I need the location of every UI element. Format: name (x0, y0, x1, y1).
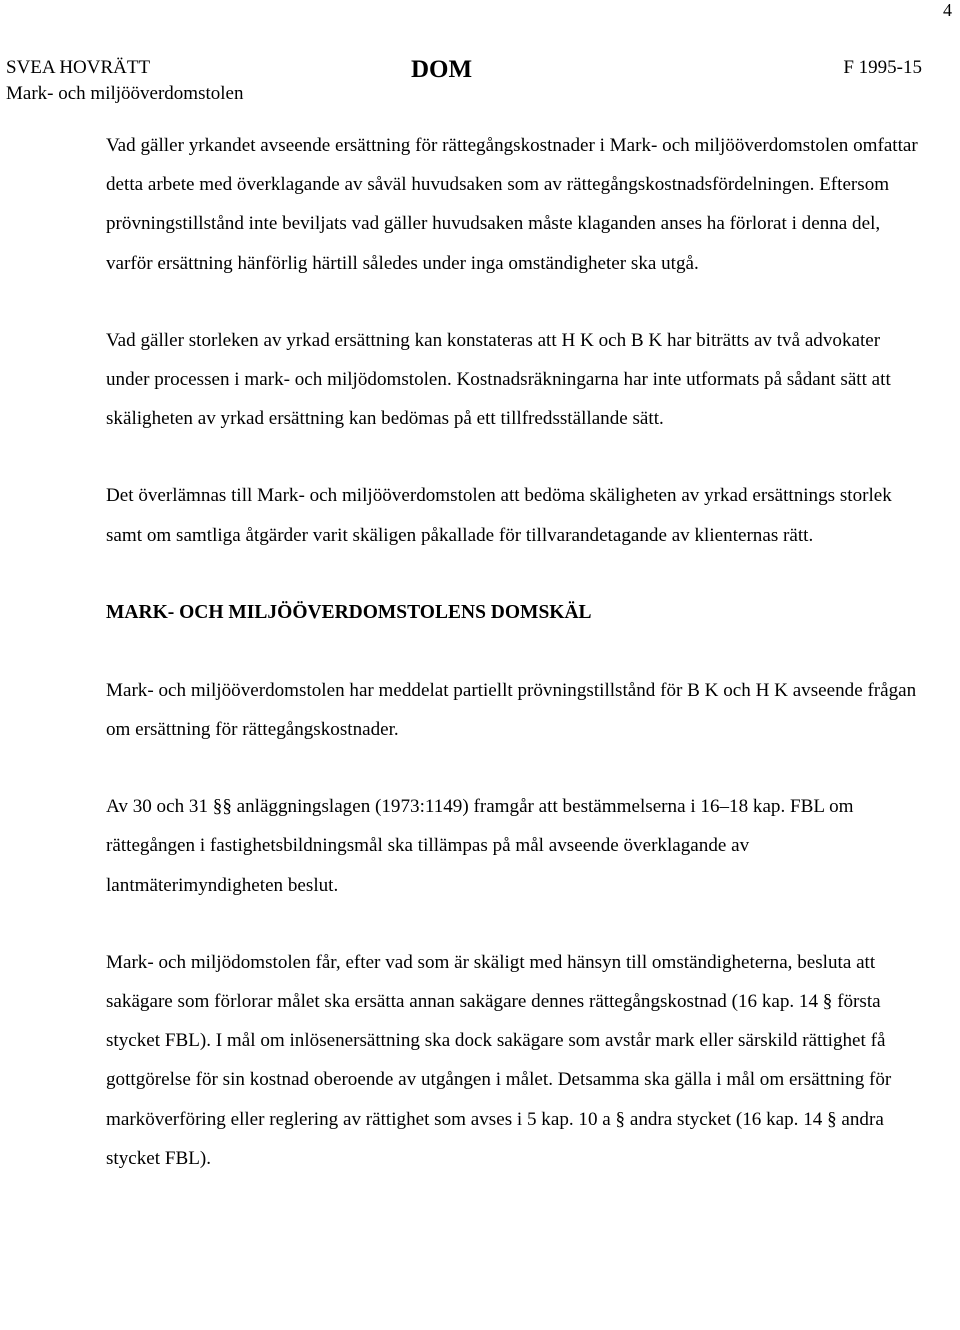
document-body (106, 126, 921, 1178)
paragraph-leave-to-appeal: Mark- och miljööverdomstolen har meddelat partiellt prövningstillstånd för B K och H K avseende frågan om ersättning för rättegångskostnader. (106, 679, 917, 741)
paragraph-compensation-size: Vad gäller storleken av yrkad ersättning kan konstateras att H K och B K har biträtts av två advokater under processen i mark- och miljödomstolen. Kostnadsräkningarna har inte utformats på sådant sätt att skäligheten av yrkad ersättning kan bedömas på ett tillfredsställande sätt. (106, 329, 891, 430)
court-division: Mark- och miljööverdomstolen (6, 83, 244, 104)
header-court-block (6, 55, 243, 107)
court-name: SVEA HOVRÄTT (6, 57, 151, 78)
case-number: F 1995-15 (843, 57, 922, 78)
paragraph-cost-rules: Mark- och miljödomstolen får, efter vad som är skäligt med hänsyn till omständigheterna, besluta att sakägare som förlorar målet ska ersätta annan sakägare dennes rättegångskostnad (16 kap. 14 § första stycket FBL). I mål om inlösenersättning ska dock sakägare som avstår mark eller särskild rättighet få gottgörelse för sin kostnad oberoende av utgången i målet. Detsamma ska gälla i mål om ersättning för marköverföring eller reglering av rättighet som avses i 5 kap. 10 a § andra stycket (16 kap. 14 § andra stycket FBL). (106, 951, 892, 1169)
document-type: DOM (411, 56, 473, 83)
paragraph-litigation-costs-claim: Vad gäller yrkandet avseende ersättning för rättegångskostnader i Mark- och miljööverdomstolen omfattar detta arbete med överklagande av såväl huvudsaken som av rättegångskostnadsfördelningen. Eftersom prövningstillstånd inte beviljats vad gäller huvudsaken måste klaganden anses ha förlorat i denna del, varför ersättning hänförlig härtill således under inga omständigheter ska utgå. (106, 135, 918, 274)
paragraph-legal-basis: Av 30 och 31 §§ anläggningslagen (1973:1149) framgår att bestämmelserna i 16–18 kap. FBL om rättegången i fastighetsbildningsmål ska tillämpas på mål avseende överklagande av lantmäterimyndigheten beslut. (106, 796, 854, 896)
page-number: 4 (943, 0, 952, 20)
section-heading: MARK- OCH MILJÖÖVERDOMSTOLENS DOMSKÄL (106, 601, 592, 623)
paragraph-court-assessment: Det överlämnas till Mark- och miljööverdomstolen att bedöma skäligheten av yrkad ersättnings storlek samt om samtliga åtgärder varit skäligen påkallade för tillvarandetagande av klienternas rätt. (106, 485, 892, 546)
